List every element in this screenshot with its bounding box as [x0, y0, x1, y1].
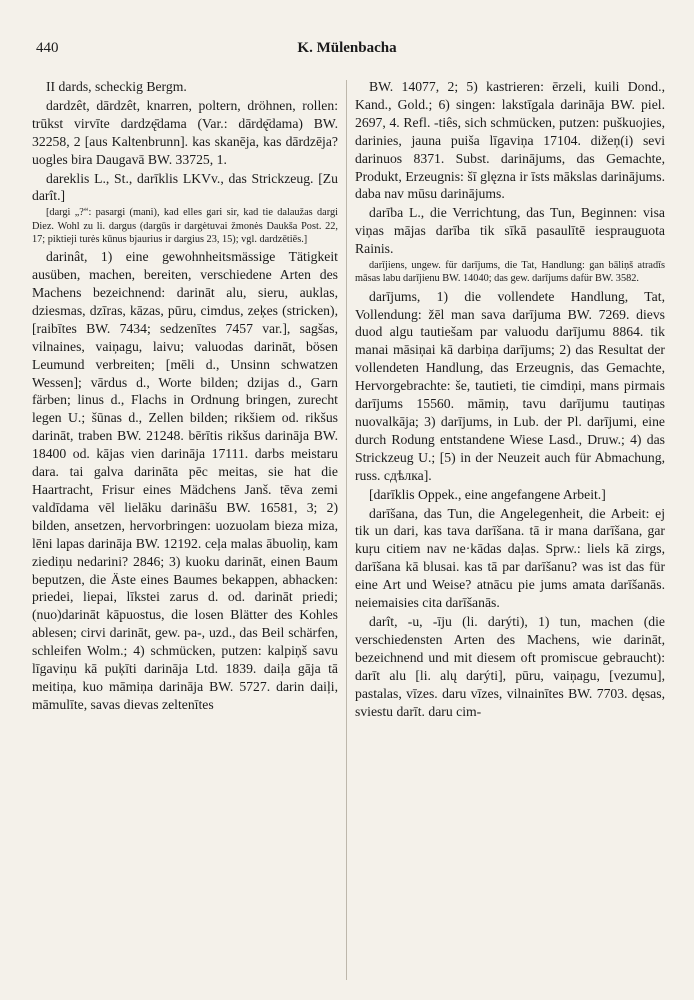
right-column [355, 78, 665, 984]
dictionary-entry: dareklis L., St., darīklis LKVv., das Strickzeug. [Zu darît.] [32, 170, 338, 204]
dictionary-entry: dardzêt, dārdzêt, knarren, poltern, dröhnen, rollen: trūkst virvīte dardzę̄dama (Var.: dārdę̄dama) BW. 32258, 2 [aus Kaltenbrunn]. kas skanēja, kas dārdzēja? uogles bira Daugavā BW. 33725, 1. [32, 97, 338, 167]
dictionary-entry: darît, -u, -īju (li. darýti), 1) tun, machen (die verschiedensten Arten des Machens, wie darināt, bezeichnend und mit diesem oft promiscue gebraucht): darīt alu [li. alų darýti], pūru, vaiņagu, [vezumu], pastalas, vīzes. daru vīzes, vilnainītes BW. 7703. dęsas, sviestu darīt. daru cim- [355, 613, 665, 719]
dictionary-entry: darījiens, ungew. für darījums, die Tat, Handlung: gan bāliņš atradīs māsas labu darījienu BW. 14040; das gew. darījums dafür BW. 3582. [355, 260, 665, 285]
dictionary-entry: darīšana, das Tun, die Angelegenheit, die Arbeit: ej tik un dari, kas tava darīšana. tā ir mana darīšana, gar kuŗu citiem nav ne·kādas daļas. Sprw.: liels kā zirgs, darīšana kā blusai. kas tā par darīšanu? was ist das für eine Art und Weise? atnācu pie jums amata darīšanās. neiemaisies cita darīšanās. [355, 505, 665, 611]
dictionary-entry: darība L., die Verrichtung, das Tun, Beginnen: visa viņas mājas darība tik sīkā pasaulītē iesprauguota Rainis. [355, 205, 665, 257]
dictionary-entry: BW. 14077, 2; 5) kastrieren: ērzeli, kuili Dond., Kand., Gold.; 6) singen: lakstīgala darināja BW. piel. 2697, 4. Refl. -tiês, sich schmücken, putzen: puškuojies, darinies, jauna puiša līgaviņa 17104. dižeņ(i) sevi darinuos 8371. Subst. darinājums, das Gemachte, Produkt, Erzeugnis: šī glęzna ir īsts mākslas darinājums. daba nav mūsu darinājums. [355, 79, 665, 202]
left-column [32, 78, 338, 984]
dictionary-entry: [darīklis Oppek., eine angefangene Arbeit.] [369, 486, 606, 502]
dictionary-entry: [dargi „?“: pasargi (mani), kad elles gari sir, kad tie dalaužas dargi Diez. Wohl zu li. dargus (dargūs ir dargėtuvai žmonės Daukša Post. 22, 17; piktieji turės kūnus bjaurius ir dargius 23, 15); vgl. dardzētiēs.] [32, 207, 338, 245]
running-title: K. Mülenbacha [297, 40, 397, 56]
column-divider [346, 80, 347, 980]
page-number: 440 [36, 40, 59, 56]
dictionary-entry: II dards, scheckig Bergm. [46, 79, 187, 94]
dictionary-entry: darījums, 1) die vollendete Handlung, Tat, Vollendung: žēl man sava darījuma BW. 7269. dievs duod algu tautiešam par valuodu darījumu 8864. tik manai māsiņai kā darbiņa darījums; 2) das Resultat der vollendeten Handlung, das Erzeugnis, das Gemachte, Hervorgebrachte: še, tautieti, tie cimdiņi, mans pirmais darījums 15560. māmiņ, tavu darījumu tautiņas nuovalkāja; 3) darījums, in Lub. der Pl. darījumi, eine durch Rodung entstandene Wiese Lasd., Druw.; 4) das Strickzeug U.; [5) in der Neuzeit auch für Abmachung, russ. сдѣлка]. [355, 288, 665, 483]
dictionary-entry: darinât, 1) eine gewohnheitsmässige Tätigkeit ausüben, machen, bereiten, verschiedene Arten des Machens bezeichnend: darināt alu, sieru, auklas, dziesmas, dzīras, kāzas, pūru, cimdus, zeķes (stricken), [raibītes BW. 7434; sedzenītes 7457 var.], sagšas, vilnaines, vaiņagu, laivu; valuodas darināt, bösen Leumund verbreiten; [mēli d., Unsinn schwatzen Wessen]; vārdus d., Worte bilden; dzijas d., Garn färben; linus d., Flachs in Ordnung bringen, zurecht legen U.; šūnas d., Zellen bilden; rikšiem od. rikšus darināt, traben BW. 21248. bērītis rikšus darināja BW. 18400 od. kājas vien darināja 17111. darbs meistaru dara. tai galva darināta pēc meitas, sie hat die Haartracht, Frisur eines Mädchens Janš. tēva zemi valdīdama vēl lielāku darināšu BW. 16581, 3; 2) bilden, ansetzen, hervorbringen: uozuolam bieza miza, lēni lapas darināja BW. 12192. ceļa malas ābuoliņ, kam ziediņu nedarini? 2846; 3) kuoku darināt, einen Baum beputzen, die Äste eines Baumes bekappen, abhacken: priedei, liepai, līkstei zarus d. od. darināt priedi; (nuo)darināt kāpuostus, die losen Blätter des Kohles ablesen; cirvi darināt, gew. pa-, uzd., das Beil schärfen, schleifen Wolm.; 4) schmücken, putzen: kalpiņš savu līgaviņu kā puķīti darināja Ltd. 1839. daiļa gāja tā meitiņa, kuo māmiņa darināja BW. 5727. darin daiļi, māmulīte, savas dievas zeltenītes [32, 249, 338, 712]
page-header [0, 40, 694, 62]
